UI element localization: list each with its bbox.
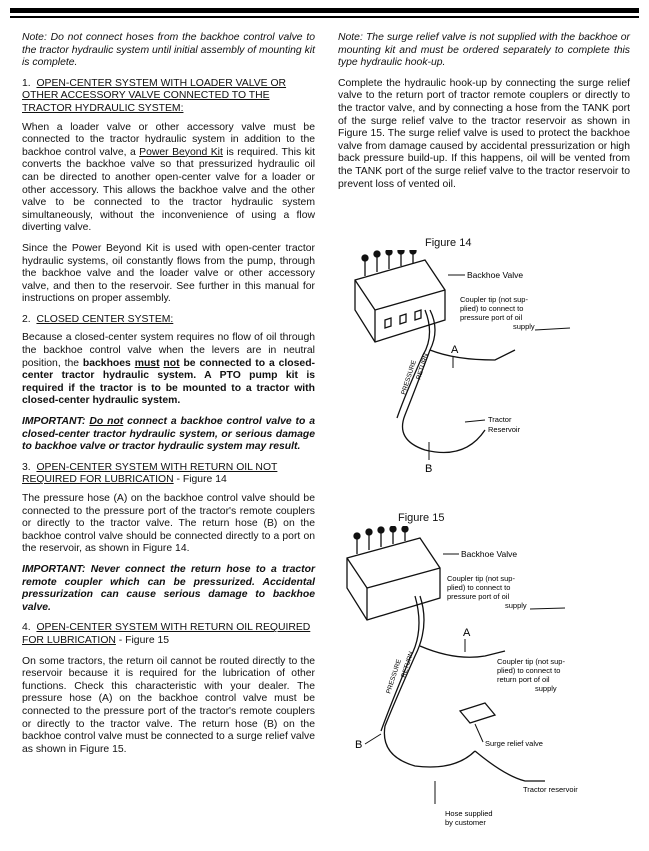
svg-text:Reservoir: Reservoir: [488, 425, 521, 434]
fig15-backhoe-valve-label: Backhoe Valve: [461, 549, 518, 559]
paragraph-pressure-hose-fig14: The pressure hose (A) on the backhoe control valve should be connected to the pressure port of the tractor's remote couplers or directly to the tractor valve. The return hose (B) on the backhoe control valve should be connected directly to a port on the reservoir, as shown in Figure 14.: [22, 493, 315, 555]
fig14-backhoe-valve-label: Backhoe Valve: [467, 270, 524, 280]
paragraph-return-lubrication: On some tractors, the return oil cannot be routed directly to the reservoir because it is required for the lubrication of other functions. Check this characteristic with your dealer. The pressure hose (A) on the backhoe control valve must be connected to the pressure port of the tractor's remote couplers or directly to the tractor valve. The return hose (B) on the backhoe control valve must be connected to a surge relief valve as shown in Figure 15.: [22, 655, 315, 755]
svg-text:plied) to connect to: plied) to connect to: [447, 583, 511, 592]
heading-open-center-loader-text: OPEN-CENTER SYSTEM WITH LOADER VALVE OR OTHER ACCESSORY VALVE CONNECTED TO THE TRACTOR HYDRAULIC SYSTEM:: [22, 77, 287, 114]
fig15-tractor-reservoir-label: Tractor reservoir: [523, 785, 578, 794]
paragraph-power-beyond: When a loader valve or other accessory valve must be connected to the tractor hydraulic system in addition to the backhoe control valve, a Power Beyond Kit is required. This kit converts the backhoe valve so that pressurized hydraulic oil can be directed to another open-center valve for a loader or other accessory. This allows the backhoe valve and the other valve to be connected to the tractor hydraulic system simultaneously, without the inconvenience of using a flow diverting valve.: [22, 121, 315, 234]
top-rule-thin: [10, 16, 639, 18]
heading-closed-center: 2. CLOSED CENTER SYSTEM:: [22, 313, 174, 325]
heading-return-required: 4. OPEN-CENTER SYSTEM WITH RETURN OIL REQUIRED FOR LUBRICATION - Figure 15: [22, 622, 311, 646]
heading-open-center-loader: 1. OPEN-CENTER SYSTEM WITH LOADER VALVE OR OTHER ACCESSORY VALVE CONNECTED TO THE TRACTOR HYDRAULIC SYSTEM:: [22, 77, 287, 114]
svg-text:pressure port of oil: pressure port of oil: [447, 592, 510, 601]
svg-text:plied) to connect to: plied) to connect to: [497, 666, 561, 675]
paragraph-closed-center: Because a closed-center system requires no flow of oil through the backhoe control valve when the levers are in neutral position, the backhoes must not be connected to a closed-center tractor hydraulic system. A PTO pump kit is required if the tractor is to be mounted to a tractor with closed-center hydraulic system.: [22, 332, 315, 407]
fig15-pressure-label: PRESSURE: [385, 658, 403, 695]
svg-text:Coupler tip (not sup-: Coupler tip (not sup-: [497, 657, 565, 666]
fig14-pressure-label: PRESSURE: [400, 359, 418, 396]
left-column: [22, 32, 315, 764]
svg-text:by customer: by customer: [445, 818, 486, 827]
fig14-label-a: A: [451, 344, 459, 356]
figure-14-title: Figure 14: [425, 237, 472, 249]
paragraph-power-beyond-flow: Since the Power Beyond Kit is used with open-center tractor hydraulic systems, oil constantly flows from the pump, through the backhoe valve and the loader valve or other accessory valve, and then to the reservoir. See further in this manual for instructions on proper assembly.: [22, 242, 315, 305]
note-surge-relief: Note: The surge relief valve is not supplied with the backhoe or mounting kit and must be ordered separately to complete this type hydraulic hook-up.: [338, 32, 630, 69]
svg-text:supply: supply: [535, 684, 557, 693]
fig14-label-b: B: [425, 463, 433, 475]
fig15-label-b: B: [355, 739, 363, 751]
important-closed-center-warning: IMPORTANT: Do not connect a backhoe control valve to a closed-center tractor hydraulic system, or serious damage to backhoe valve or tractor hydraulic system may result.: [22, 416, 315, 453]
svg-text:supply: supply: [505, 601, 527, 610]
heading-closed-center-text: CLOSED CENTER SYSTEM:: [36, 313, 174, 325]
figure-15-diagram: [335, 526, 615, 838]
svg-text:Hose supplied: Hose supplied: [445, 809, 493, 818]
right-column: [338, 32, 630, 199]
fig14-return-label: RETURN: [415, 352, 431, 381]
important-return-hose-warning: IMPORTANT: Never connect the return hose to a tractor remote coupler which can be pressurized. Accidental pressurization can cause serious damage to backhoe valve.: [22, 563, 315, 613]
svg-text:Coupler tip (not sup-: Coupler tip (not sup-: [447, 574, 515, 583]
figure-14-diagram: [345, 250, 605, 480]
power-beyond-kit-term: Power Beyond Kit: [139, 146, 223, 158]
paragraph-hookup: Complete the hydraulic hook-up by connecting the surge relief valve to the return port of tractor remote couplers or directly to the tractor valve, and by connecting a hose from the TANK port of the surge relief valve to the tractor reservoir as shown in Figure 15. The surge relief valve is used to protect the backhoe valve from damage caused by accidental pressurization or high back pressure build-up. If this happens, oil will be vented from the TANK port of the surge relief valve to the tractor reservoir to prevent loss of vented oil.: [338, 77, 630, 190]
svg-text:supply: supply: [513, 322, 535, 331]
fig15-label-a: A: [463, 627, 471, 639]
fig15-surge-label: Surge relief valve: [485, 739, 543, 748]
heading-return-not-required-text: OPEN-CENTER SYSTEM WITH RETURN OIL NOT REQUIRED FOR LUBRICATION: [22, 461, 278, 486]
svg-text:pressure port of oil: pressure port of oil: [460, 313, 523, 322]
svg-text:return port of oil: return port of oil: [497, 675, 550, 684]
figure-15-title: Figure 15: [398, 512, 445, 524]
note-initial-assembly: Note: Do not connect hoses from the backhoe control valve to the tractor hydraulic system until initial assembly of mounting kit is complete.: [22, 32, 315, 69]
top-rule-thick: [10, 8, 639, 13]
svg-text:Coupler tip (not sup-: Coupler tip (not sup-: [460, 295, 528, 304]
svg-text:plied) to connect to: plied) to connect to: [460, 304, 524, 313]
heading-return-required-text: OPEN-CENTER SYSTEM WITH RETURN OIL REQUIRED FOR LUBRICATION: [22, 622, 311, 646]
svg-text:Tractor: Tractor: [488, 415, 512, 424]
fig15-return-label: RETURN: [400, 650, 416, 679]
heading-return-not-required: 3. OPEN-CENTER SYSTEM WITH RETURN OIL NOT REQUIRED FOR LUBRICATION - Figure 14: [22, 461, 278, 486]
